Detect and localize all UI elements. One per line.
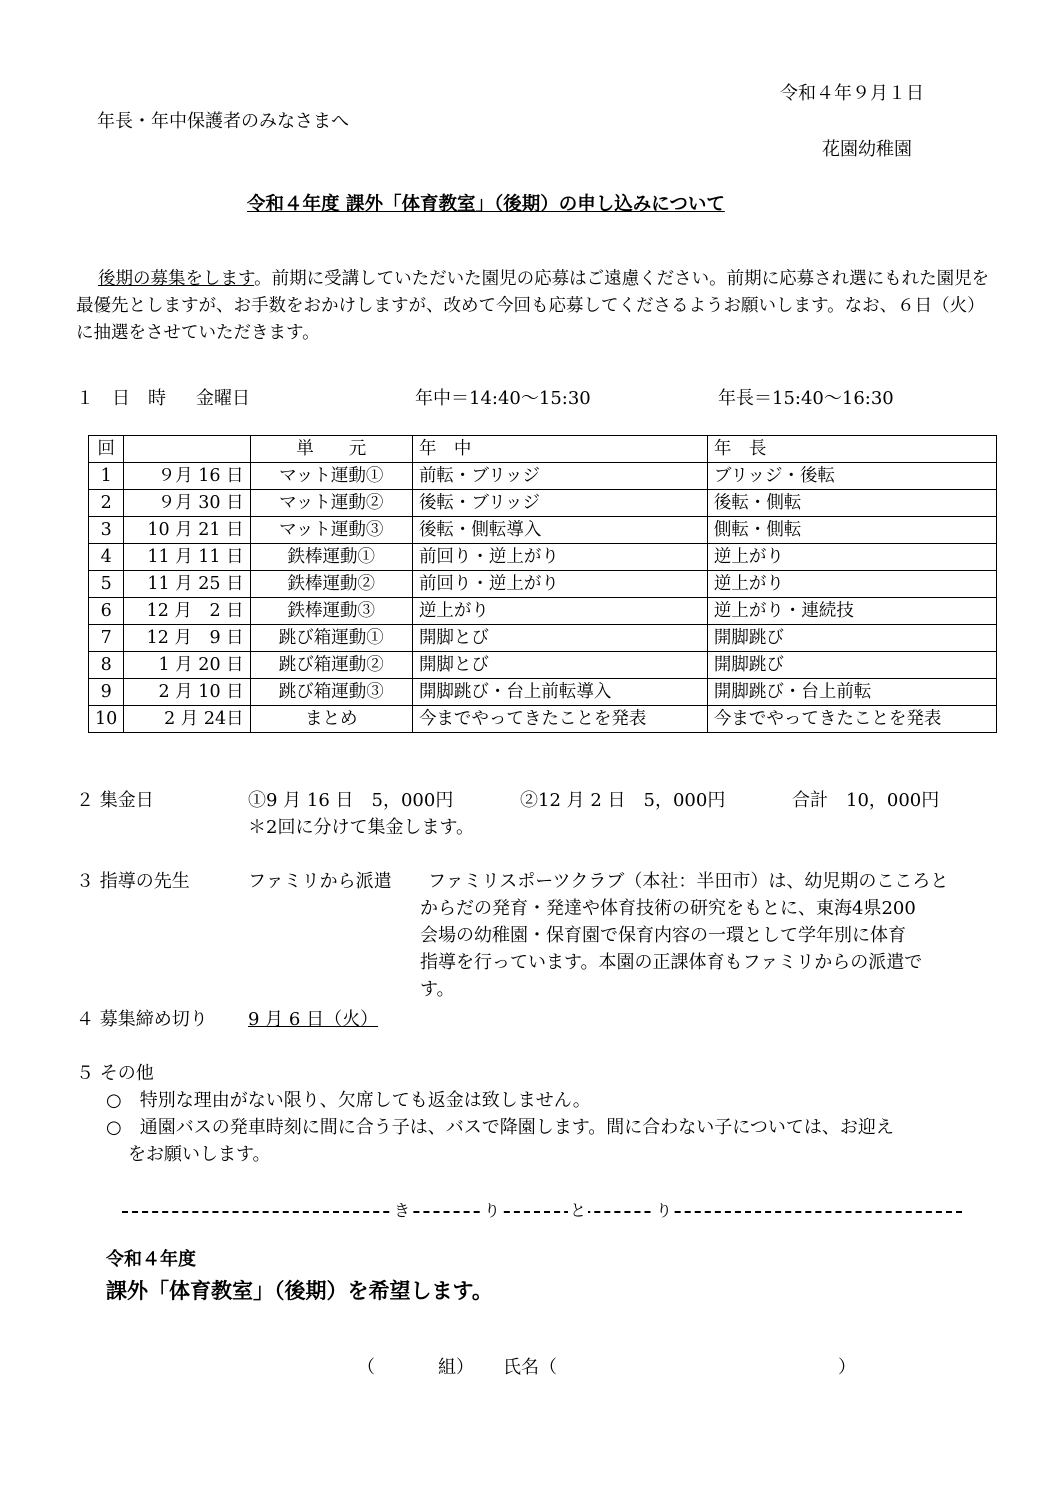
- section3-line: 会場の幼稚園・保育園で保育内容の一環として学年別に体育: [420, 925, 906, 946]
- header-cell: 年 長: [707, 436, 996, 463]
- table-header-row: [89, 436, 997, 463]
- cell-nencho: 側転・側転: [707, 517, 996, 544]
- payment-second: ②12 月 2 日 5，000円: [520, 790, 726, 811]
- note-item: ○ 通園バスの発車時刻に間に合う子は、バスで降園します。間に合わない子については、お迎え: [106, 1117, 894, 1138]
- cell-unit: マット運動②: [250, 490, 412, 517]
- table-row: [89, 679, 997, 706]
- table-row: [89, 598, 997, 625]
- form-year: 令和４年度: [106, 1249, 196, 1270]
- cell-number: 6: [89, 598, 124, 625]
- cell-date: 10 月 21 日: [124, 517, 250, 544]
- cell-unit: マット運動③: [250, 517, 412, 544]
- table-row: [89, 517, 997, 544]
- section3-line: ファミリスポーツクラブ（本社：半田市）は、幼児期のこころと: [428, 871, 949, 892]
- cell-nenchu: 前転・ブリッジ: [412, 463, 707, 490]
- cell-nencho: 開脚跳び・台上前転: [707, 679, 996, 706]
- class-field-label: 組）: [438, 1357, 474, 1378]
- cell-date: ９月 16 日: [124, 463, 250, 490]
- cell-unit: まとめ: [250, 706, 412, 733]
- cell-date: 12 月 9 日: [124, 625, 250, 652]
- cell-number: 4: [89, 544, 124, 571]
- cell-nenchu: 前回り・逆上がり: [412, 571, 707, 598]
- section3-line: 指導を行っています。本園の正課体育もファミリからの派遣で: [420, 952, 923, 973]
- name-paren-close: ）: [838, 1357, 856, 1378]
- deadline: 9 月 6 日（火）: [248, 1009, 379, 1030]
- section1-day: 金曜日: [196, 388, 250, 409]
- note-item-continued: をお願いします。: [128, 1144, 271, 1165]
- table-row: [89, 625, 997, 652]
- cell-nencho: 逆上がり・連続技: [707, 598, 996, 625]
- intro-paragraph: [76, 266, 990, 347]
- cell-date: 11 月 25 日: [124, 571, 250, 598]
- cell-unit: 跳び箱運動③: [250, 679, 412, 706]
- cell-date: 2 月 24日: [124, 706, 250, 733]
- cell-nenchu: 後転・側転導入: [412, 517, 707, 544]
- table-row: [89, 706, 997, 733]
- section1-nencho-time: 年長＝15:40～16:30: [718, 388, 894, 409]
- section3-line: す。: [420, 979, 455, 1000]
- cell-nencho: 逆上がり: [707, 571, 996, 598]
- note-item: ○ 特別な理由がない限り、欠席しても返金は致しません。: [106, 1090, 591, 1111]
- cut-label: り: [654, 1198, 674, 1221]
- header-cell: 単 元: [250, 436, 412, 463]
- section5-label: ５ その他: [76, 1063, 154, 1084]
- cell-number: 1: [89, 463, 124, 490]
- cell-nenchu: 開脚とび: [412, 625, 707, 652]
- payment-note: ＊2回に分けて集金します。: [248, 817, 475, 838]
- table-row: [89, 652, 997, 679]
- intro-text: 。前期に受講していただいた園児の応募はご遠慮ください。前期に応募され選にもれた園児を最優先としますが、お手数をおかけしますが、改めて今回も応募してくださるようお願いします。なお、６日（火）に抽選をさせていただきます。: [76, 269, 990, 343]
- cell-unit: 鉄棒運動③: [250, 598, 412, 625]
- document-title: 令和４年度 課外「体育教室」（後期）の申し込みについて: [247, 194, 725, 215]
- cell-date: 12 月 2 日: [124, 598, 250, 625]
- intro-underlined: 後期の募集をします: [98, 269, 255, 289]
- sender: 花園幼稚園: [822, 139, 912, 160]
- section3-from: ファミリから派遣: [248, 871, 392, 892]
- name-field-label: 氏名（: [503, 1357, 557, 1378]
- cut-label: と: [568, 1198, 588, 1221]
- section1-nenchu-time: 年中＝14:40～15:30: [415, 388, 591, 409]
- header-cell: 年 中: [412, 436, 707, 463]
- table-row: [89, 490, 997, 517]
- cell-nencho: 後転・側転: [707, 490, 996, 517]
- payment-first: ①9 月 16 日 5，000円: [248, 790, 454, 811]
- cell-number: 2: [89, 490, 124, 517]
- header-cell: 回: [89, 436, 124, 463]
- cell-date: 2 月 10 日: [124, 679, 250, 706]
- cell-nencho: ブリッジ・後転: [707, 463, 996, 490]
- cell-unit: 跳び箱運動①: [250, 625, 412, 652]
- table-row: [89, 571, 997, 598]
- cell-nenchu: 後転・ブリッジ: [412, 490, 707, 517]
- section1-label: １ 日 時: [76, 388, 166, 409]
- cut-line: [122, 1200, 962, 1220]
- cell-nenchu: 開脚跳び・台上前転導入: [412, 679, 707, 706]
- class-paren-open: （: [357, 1357, 375, 1378]
- cell-unit: マット運動①: [250, 463, 412, 490]
- cell-number: 7: [89, 625, 124, 652]
- addressee: 年長・年中保護者のみなさまへ: [97, 111, 349, 132]
- cell-unit: 跳び箱運動②: [250, 652, 412, 679]
- cell-nenchu: 開脚とび: [412, 652, 707, 679]
- cell-nencho: 今までやってきたことを発表: [707, 706, 996, 733]
- section2-label: ２ 集金日: [76, 790, 154, 811]
- section3-line: からだの発育・発達や体育技術の研究をもとに、東海4県200: [420, 898, 916, 919]
- cell-nenchu: 前回り・逆上がり: [412, 544, 707, 571]
- cell-nencho: 開脚跳び: [707, 625, 996, 652]
- section4-label: ４ 募集締め切り: [76, 1009, 208, 1030]
- cell-number: 5: [89, 571, 124, 598]
- date: 令和４年９月１日: [780, 83, 924, 104]
- header-cell: [124, 436, 250, 463]
- cell-date: 1 月 20 日: [124, 652, 250, 679]
- cut-label: り: [482, 1198, 502, 1221]
- cell-date: 11 月 11 日: [124, 544, 250, 571]
- payment-total: 合計 10，000円: [792, 790, 940, 811]
- table-row: [89, 544, 997, 571]
- table-row: [89, 463, 997, 490]
- cell-number: 10: [89, 706, 124, 733]
- cell-nenchu: 今までやってきたことを発表: [412, 706, 707, 733]
- schedule-table: [88, 435, 997, 733]
- dashed-line: [122, 1211, 962, 1213]
- cell-number: 3: [89, 517, 124, 544]
- cell-nencho: 開脚跳び: [707, 652, 996, 679]
- cell-number: 8: [89, 652, 124, 679]
- section3-label: ３ 指導の先生: [76, 871, 190, 892]
- cell-unit: 鉄棒運動②: [250, 571, 412, 598]
- cell-date: ９月 30 日: [124, 490, 250, 517]
- cell-number: 9: [89, 679, 124, 706]
- cell-nencho: 逆上がり: [707, 544, 996, 571]
- cell-nenchu: 逆上がり: [412, 598, 707, 625]
- cut-label: き: [392, 1198, 412, 1221]
- form-request: 課外「体育教室」（後期）を希望します。: [106, 1279, 493, 1303]
- cell-unit: 鉄棒運動①: [250, 544, 412, 571]
